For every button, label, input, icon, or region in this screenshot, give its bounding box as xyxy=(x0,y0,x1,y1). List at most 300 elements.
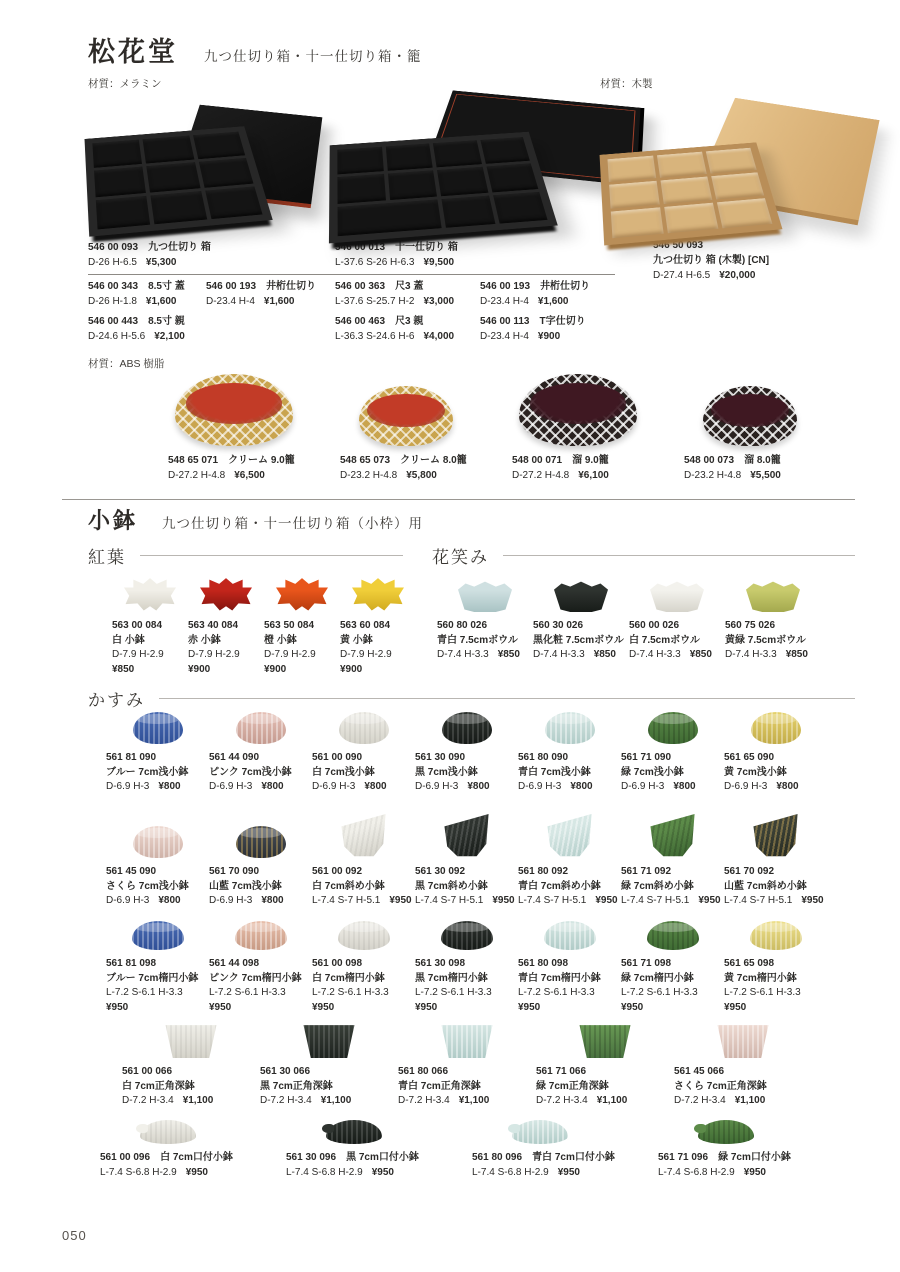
group-rule xyxy=(140,555,403,556)
product-dims: D-6.9 H-3 xyxy=(415,781,459,792)
product-caption xyxy=(629,619,725,663)
product-name: 山藍 7cm斜め小鉢 xyxy=(724,880,807,892)
product-code: 561 45 090 xyxy=(106,866,157,877)
product-code: 546 00 093 xyxy=(88,242,139,253)
product-code: 561 30 066 xyxy=(260,1066,311,1077)
product-card xyxy=(286,1110,472,1180)
section-title: 小鉢 xyxy=(88,508,139,534)
product-dims: D-23.4 H-4 xyxy=(480,331,529,342)
product-price: ¥2,100 xyxy=(154,331,185,342)
product-dims: D-7.9 H-2.9 xyxy=(112,649,164,660)
product-code: 561 80 092 xyxy=(518,866,569,877)
caption-line xyxy=(724,957,827,986)
product-price: ¥950 xyxy=(312,1001,335,1013)
product-name: 青白 7.5cmボウル xyxy=(437,634,518,646)
product-image xyxy=(415,808,518,858)
bowl-illustration xyxy=(746,581,800,612)
product-price: ¥1,100 xyxy=(734,1095,766,1106)
material-label-wood: 材質：木製 xyxy=(600,78,653,90)
product-name: 青白 7cm正角深鉢 xyxy=(398,1080,481,1092)
product-dims: D-26 H-1.8 xyxy=(88,296,137,307)
product-code: 561 00 092 xyxy=(312,866,363,877)
sub-products xyxy=(335,314,635,344)
product-dims: D-26 H-6.5 xyxy=(88,257,137,268)
product-price: ¥800 xyxy=(776,781,799,792)
bowl-illustration xyxy=(175,374,293,446)
caption-line xyxy=(398,1094,536,1109)
caption-line xyxy=(335,240,635,255)
product-name: 青白 7cm楕円小鉢 xyxy=(518,972,601,984)
sub-products xyxy=(335,279,635,309)
caption-line xyxy=(724,865,827,894)
product-price: ¥950 xyxy=(389,895,412,906)
product-caption xyxy=(658,1151,844,1180)
product-image xyxy=(724,808,827,858)
product-price: ¥950 xyxy=(743,1166,766,1178)
product-card xyxy=(209,910,312,1015)
product-dims: L-37.6 S-26 H-6.3 xyxy=(335,257,415,268)
product-card xyxy=(415,808,518,909)
product-dims: D-27.2 H-4.8 xyxy=(168,469,226,481)
caption-line xyxy=(518,894,621,909)
bowl-illustration xyxy=(650,581,704,612)
caption-line xyxy=(674,1094,812,1109)
product-price: ¥1,100 xyxy=(320,1095,352,1106)
sub-product xyxy=(335,314,480,344)
caption-line xyxy=(209,894,312,909)
box-tray xyxy=(600,142,783,245)
product-dims: L-7.2 S-6.1 H-3.3 xyxy=(415,987,492,998)
product-card xyxy=(472,1110,658,1180)
product-code: 561 71 092 xyxy=(621,866,672,877)
bowl-illustration xyxy=(753,814,799,858)
caption-line xyxy=(674,1065,812,1094)
product-caption xyxy=(518,957,621,1015)
caption-line xyxy=(415,865,518,894)
product-image xyxy=(533,578,629,612)
product-dims: L-7.4 S-7 H-5.1 xyxy=(621,895,690,906)
caption-line xyxy=(340,619,416,648)
product-price: ¥950 xyxy=(415,1001,438,1013)
caption-line xyxy=(658,1166,844,1181)
bowl-illustration xyxy=(545,712,595,744)
caption-line xyxy=(168,454,320,469)
product-code: 561 30 092 xyxy=(415,866,466,877)
bowl-illustration xyxy=(444,814,490,858)
caption-line xyxy=(209,751,312,780)
product-dims: D-7.4 H-3.3 xyxy=(533,649,585,660)
product-price: ¥3,000 xyxy=(423,296,455,307)
product-card xyxy=(106,708,209,795)
caption-line xyxy=(286,1151,472,1166)
product-dims: D-23.4 H-4 xyxy=(480,296,529,307)
product-price: ¥800 xyxy=(261,781,284,792)
product-name: さくら 7cm浅小鉢 xyxy=(106,880,189,892)
product-dims: D-6.9 H-3 xyxy=(209,781,253,792)
product-caption xyxy=(621,957,724,1015)
product-dims: L-7.2 S-6.1 H-3.3 xyxy=(621,987,698,998)
caption-line xyxy=(188,619,264,648)
bowl-illustration xyxy=(235,921,287,950)
product-image xyxy=(112,578,188,612)
product-dims: D-6.9 H-3 xyxy=(312,781,356,792)
product-dims: L-7.2 S-6.1 H-3.3 xyxy=(106,987,183,998)
product-caption xyxy=(518,751,621,795)
product-code: 561 80 090 xyxy=(518,752,569,763)
product-code: 546 00 363 xyxy=(335,281,386,292)
product-price: ¥950 xyxy=(371,1166,394,1178)
product-dims: D-7.2 H-3.4 xyxy=(674,1095,726,1106)
bowl-illustration xyxy=(650,814,696,858)
product-price: ¥950 xyxy=(724,1001,747,1013)
product-price: ¥950 xyxy=(185,1166,208,1178)
bowl-illustration xyxy=(338,921,390,950)
product-image xyxy=(106,708,209,744)
product-name: 山藍 7cm浅小鉢 xyxy=(209,880,282,892)
caption-line xyxy=(725,619,821,648)
product-name: 黒 7cm楕円小鉢 xyxy=(415,972,488,984)
product-name: 黒 7cm口付小鉢 xyxy=(346,1152,419,1163)
caption-line xyxy=(106,986,209,1015)
bowl-illustration xyxy=(341,814,387,858)
box-tray xyxy=(85,126,273,236)
caption-line xyxy=(518,751,621,780)
product-caption xyxy=(106,957,209,1015)
product-card xyxy=(724,910,827,1015)
group-header-hanaemi xyxy=(432,543,855,568)
caption-line xyxy=(518,986,621,1015)
product-price: ¥950 xyxy=(621,1001,644,1013)
product-caption xyxy=(724,751,827,795)
product-card xyxy=(664,360,836,483)
product-caption xyxy=(724,865,827,909)
product-caption xyxy=(312,865,415,909)
product-image xyxy=(122,1014,260,1058)
product-image xyxy=(264,578,340,612)
product-price: ¥6,100 xyxy=(578,469,609,481)
product-image xyxy=(415,708,518,744)
product-name: 青白 7cm浅小鉢 xyxy=(518,766,591,778)
sub-product xyxy=(88,314,335,344)
caption-line xyxy=(340,454,492,469)
product-code: 563 00 084 xyxy=(112,620,163,631)
bowl-illustration xyxy=(124,576,176,612)
caption-line xyxy=(340,469,492,484)
product-image xyxy=(286,1110,472,1144)
product-dims: L-7.4 S-6.8 H-2.9 xyxy=(658,1166,735,1178)
caption-line xyxy=(340,648,416,677)
product-code: 561 71 096 xyxy=(658,1152,709,1163)
product-info-wooden xyxy=(653,238,883,283)
product-caption xyxy=(492,454,664,483)
product-caption xyxy=(106,751,209,795)
product-image xyxy=(188,578,264,612)
product-dims: L-7.4 S-6.8 H-2.9 xyxy=(472,1166,549,1178)
product-image xyxy=(621,808,724,858)
section-divider xyxy=(62,499,855,500)
caption-line xyxy=(724,986,827,1015)
product-name: 赤 小鉢 xyxy=(188,634,221,646)
product-caption xyxy=(264,619,340,677)
product-caption xyxy=(188,619,264,677)
product-price: ¥1,600 xyxy=(145,296,177,307)
bowl-illustration xyxy=(544,921,596,950)
product-caption xyxy=(533,619,629,663)
product-name: ブルー 7cm浅小鉢 xyxy=(106,766,189,778)
product-dims: D-23.2 H-4.8 xyxy=(340,469,398,481)
caption-line xyxy=(106,865,209,894)
product-code: 561 44 090 xyxy=(209,752,260,763)
caption-line xyxy=(88,255,335,270)
product-code: 561 70 092 xyxy=(724,866,775,877)
product-image xyxy=(518,910,621,950)
product-name: 尺3 蓋 xyxy=(395,281,424,292)
caption-line xyxy=(415,780,518,795)
product-code: 561 00 096 xyxy=(100,1152,151,1163)
product-caption xyxy=(320,454,492,483)
product-card xyxy=(398,1014,536,1109)
product-price: ¥800 xyxy=(261,895,284,906)
product-name: 黒 7cm斜め小鉢 xyxy=(415,880,488,892)
product-price: ¥950 xyxy=(801,895,824,906)
product-card xyxy=(415,910,518,1015)
product-name: 尺3 親 xyxy=(395,316,424,327)
product-image xyxy=(100,1110,286,1144)
bowl-illustration xyxy=(751,712,801,744)
product-card xyxy=(122,1014,260,1109)
product-card xyxy=(106,910,209,1015)
product-code: 561 44 098 xyxy=(209,958,260,969)
product-image xyxy=(415,910,518,950)
material-label-melamine: 材質：メラミン xyxy=(88,78,162,90)
caption-line xyxy=(112,619,188,648)
caption-line xyxy=(621,751,724,780)
product-card xyxy=(312,808,415,909)
product-card xyxy=(724,708,827,795)
bowl-illustration xyxy=(352,576,404,612)
product-code: 548 00 071 xyxy=(512,455,563,466)
product-name: クリーム 8.0籠 xyxy=(400,455,467,466)
product-price: ¥850 xyxy=(497,649,520,660)
product-name: 黒 7cm正角深鉢 xyxy=(260,1080,333,1092)
material-label-abs: 材質：ABS 樹脂 xyxy=(88,358,165,370)
product-price: ¥1,600 xyxy=(537,296,569,307)
product-price: ¥9,500 xyxy=(423,257,455,268)
caption-line xyxy=(724,751,827,780)
sub-product xyxy=(335,279,480,309)
product-image xyxy=(536,1014,674,1058)
product-price: ¥850 xyxy=(112,663,135,675)
product-name: 緑 7cm口付小鉢 xyxy=(718,1152,791,1163)
product-image xyxy=(621,708,724,744)
product-dims: D-27.2 H-4.8 xyxy=(512,469,570,481)
product-name: 溜 9.0籠 xyxy=(572,455,609,466)
product-name: 黄 7cm楕円小鉢 xyxy=(724,972,797,984)
product-code: 561 71 098 xyxy=(621,958,672,969)
product-code: 561 45 066 xyxy=(674,1066,725,1077)
caption-line xyxy=(512,454,664,469)
product-image xyxy=(398,1014,536,1058)
product-dims: D-27.4 H-6.5 xyxy=(653,270,711,281)
product-caption xyxy=(536,1065,674,1109)
caption-line xyxy=(398,1065,536,1094)
product-image xyxy=(621,910,724,950)
bowl-illustration xyxy=(236,826,286,858)
caption-line xyxy=(621,780,724,795)
group-label: 花笑み xyxy=(432,548,489,568)
product-price: ¥950 xyxy=(492,895,515,906)
kasumi-row-3 xyxy=(106,910,827,1015)
caption-line xyxy=(621,986,724,1015)
product-name: 白 小鉢 xyxy=(112,634,145,646)
caption-line xyxy=(106,957,209,986)
bowl-illustration xyxy=(140,1120,196,1144)
product-price: ¥800 xyxy=(673,781,696,792)
product-name: 黄 小鉢 xyxy=(340,634,373,646)
box-tray xyxy=(329,132,558,244)
product-dims: D-7.9 H-2.9 xyxy=(340,649,392,660)
product-image xyxy=(260,1014,398,1058)
product-code: 546 00 013 xyxy=(335,242,386,253)
product-price: ¥900 xyxy=(264,663,287,675)
product-caption xyxy=(518,865,621,909)
product-code: 546 50 093 xyxy=(653,240,704,251)
product-card xyxy=(320,360,492,483)
product-price: ¥5,800 xyxy=(406,469,437,481)
product-code: 548 65 073 xyxy=(340,455,391,466)
product-name: 橙 小鉢 xyxy=(264,634,297,646)
wooden-nine-compartment-box-image xyxy=(600,86,885,246)
caption-line xyxy=(106,751,209,780)
product-name: 白 7cm楕円小鉢 xyxy=(312,972,385,984)
caption-line xyxy=(260,1065,398,1094)
product-name: 黒 7cm浅小鉢 xyxy=(415,766,478,778)
bowl-illustration xyxy=(579,1023,631,1058)
caption-divider xyxy=(88,274,335,275)
product-caption xyxy=(312,751,415,795)
product-image xyxy=(312,708,415,744)
product-price: ¥950 xyxy=(209,1001,232,1013)
product-code: 548 00 073 xyxy=(684,455,735,466)
product-price: ¥6,500 xyxy=(234,469,265,481)
product-caption xyxy=(260,1065,398,1109)
product-image xyxy=(629,578,725,612)
product-card xyxy=(312,910,415,1015)
product-code: 561 00 090 xyxy=(312,752,363,763)
product-name: ピンク 7cm浅小鉢 xyxy=(209,766,292,778)
product-code: 563 40 084 xyxy=(188,620,239,631)
product-name: クリーム 9.0籠 xyxy=(228,455,295,466)
caption-line xyxy=(122,1094,260,1109)
product-dims: L-7.4 S-7 H-5.1 xyxy=(724,895,793,906)
caption-line xyxy=(472,1166,658,1181)
product-dims: L-7.4 S-7 H-5.1 xyxy=(518,895,587,906)
product-code: 548 65 071 xyxy=(168,455,219,466)
product-card xyxy=(100,1110,286,1180)
group-header-momiji xyxy=(88,543,403,568)
caption-line xyxy=(312,865,415,894)
product-code: 560 30 026 xyxy=(533,620,584,631)
caption-line xyxy=(621,865,724,894)
product-dims: D-7.2 H-3.4 xyxy=(260,1095,312,1106)
product-name: 白 7cm斜め小鉢 xyxy=(312,880,385,892)
product-name: 九つ仕切り 箱 (木製) [CN] xyxy=(653,255,770,266)
product-name: 8.5寸 親 xyxy=(148,316,185,327)
bowl-illustration xyxy=(648,712,698,744)
bowl-illustration xyxy=(441,1023,493,1058)
product-code: 546 00 113 xyxy=(480,316,530,327)
caption-line xyxy=(312,986,415,1015)
product-price: ¥850 xyxy=(689,649,712,660)
section-title: 松花堂 xyxy=(88,37,178,68)
product-caption xyxy=(148,454,320,483)
product-code: 546 00 463 xyxy=(335,316,386,327)
product-card xyxy=(621,808,724,909)
product-name: T字仕切り xyxy=(539,316,586,327)
product-dims: D-7.2 H-3.4 xyxy=(536,1095,588,1106)
caption-line xyxy=(518,865,621,894)
product-name: 黒化粧 7.5cmボウル xyxy=(533,634,624,646)
caption-line xyxy=(260,1094,398,1109)
product-name: 白 7cm浅小鉢 xyxy=(312,766,375,778)
kasumi-row-5 xyxy=(100,1110,844,1180)
product-dims: L-7.2 S-6.1 H-3.3 xyxy=(724,987,801,998)
sub-product xyxy=(480,314,586,344)
caption-line xyxy=(536,1094,674,1109)
product-dims: L-7.2 S-6.1 H-3.3 xyxy=(209,987,286,998)
caption-line xyxy=(629,648,725,663)
caption-divider xyxy=(335,274,615,275)
product-card xyxy=(340,578,416,677)
product-caption xyxy=(112,619,188,677)
product-dims: D-6.9 H-3 xyxy=(209,895,253,906)
product-caption xyxy=(209,751,312,795)
product-caption xyxy=(340,619,416,677)
product-price: ¥800 xyxy=(467,781,490,792)
basket-product-row xyxy=(148,360,836,483)
bowl-illustration xyxy=(441,921,493,950)
sub-product xyxy=(206,279,316,309)
product-caption xyxy=(209,957,312,1015)
kobachi-header xyxy=(88,504,423,535)
product-image xyxy=(209,708,312,744)
product-name: 黄緑 7.5cmボウル xyxy=(725,634,806,646)
product-code: 561 30 098 xyxy=(415,958,466,969)
kasumi-row-4 xyxy=(122,1014,812,1109)
product-card xyxy=(492,360,664,483)
caption-line xyxy=(533,648,629,663)
product-card xyxy=(518,910,621,1015)
bowl-illustration xyxy=(698,1120,754,1144)
product-code: 546 00 193 xyxy=(206,281,257,292)
product-code: 560 80 026 xyxy=(437,620,488,631)
product-dims: D-7.4 H-3.3 xyxy=(629,649,681,660)
product-price: ¥800 xyxy=(570,781,593,792)
caption-line xyxy=(724,894,827,909)
product-image xyxy=(724,910,827,950)
product-image xyxy=(312,910,415,950)
page-number: 050 xyxy=(62,1228,87,1243)
product-card xyxy=(536,1014,674,1109)
product-price: ¥950 xyxy=(595,895,618,906)
product-name: 九つ仕切り 箱 xyxy=(148,242,211,253)
product-card xyxy=(533,578,629,663)
product-dims: D-7.2 H-3.4 xyxy=(122,1095,174,1106)
product-price: ¥5,300 xyxy=(145,257,177,268)
product-name: 青白 7cm口付小鉢 xyxy=(532,1152,615,1163)
product-code: 561 81 098 xyxy=(106,958,157,969)
kasumi-row-1 xyxy=(106,708,827,795)
